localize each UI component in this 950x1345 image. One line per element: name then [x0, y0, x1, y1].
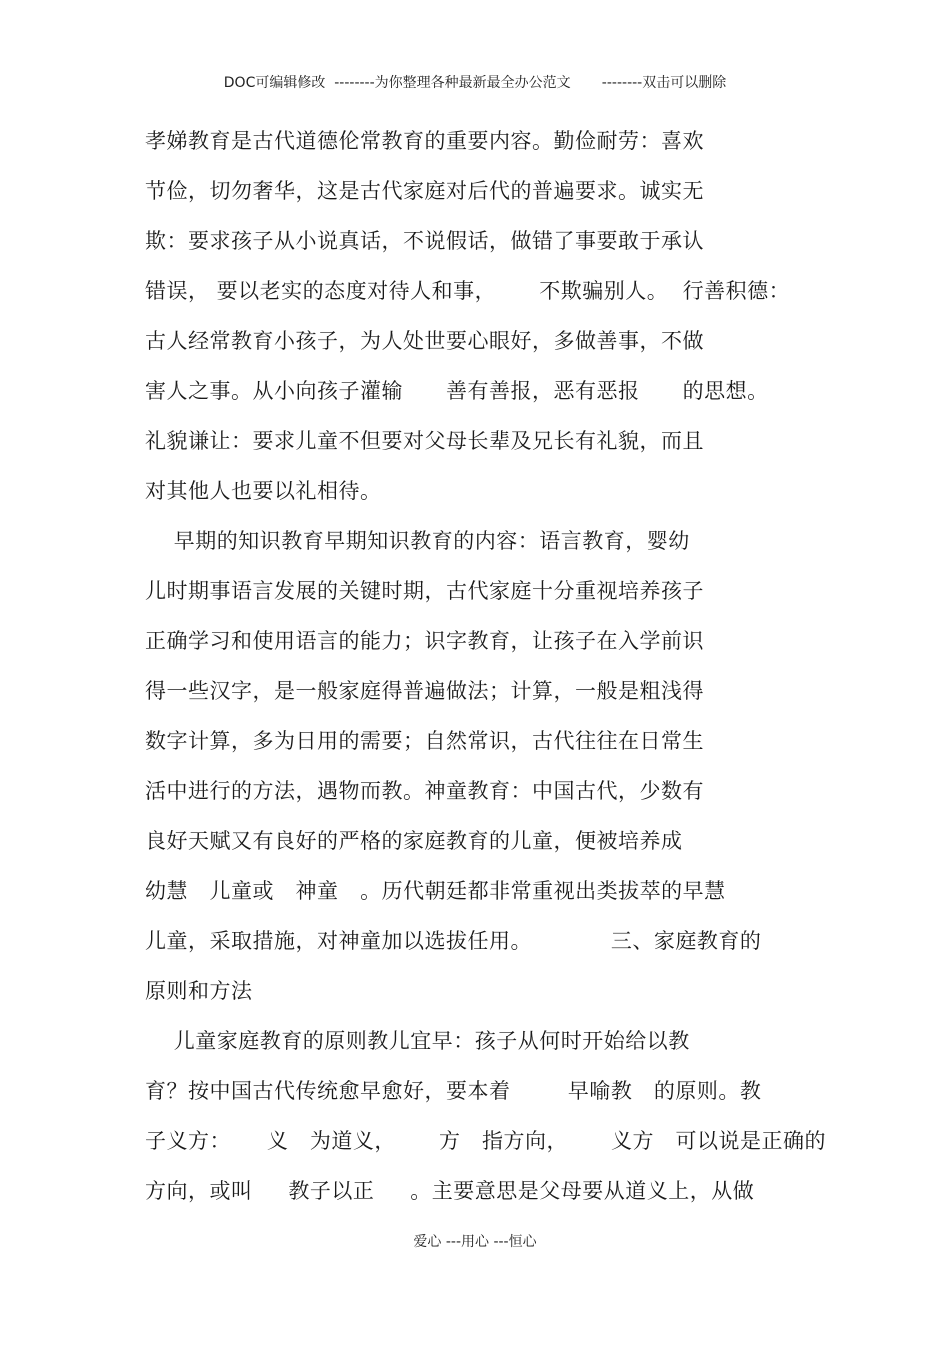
- text-line: 古人经常教育小孩子，为人处世要心眼好，多做善事，不做: [145, 329, 704, 353]
- page-header: DOC可编辑修改 --------为你整理各种最新最全办公范文 --------双击可以删除: [223, 75, 727, 91]
- text-line: 礼貌谦让：要求儿童不但要对父母长辈及兄长有礼貌，而且: [145, 429, 704, 453]
- text-line: 数字计算，多为日用的需要；自然常识，古代往往在日常生: [145, 729, 704, 753]
- text-line: 正确学习和使用语言的能力；识字教育，让孩子在入学前识: [145, 629, 704, 653]
- text-line: 得一些汉字，是一般家庭得普遍做法；计算，一般是粗浅得: [145, 679, 704, 703]
- text-line: 节俭，切勿奢华，这是古代家庭对后代的普遍要求。诚实无: [145, 179, 704, 203]
- text-line: 方向，或叫 教子以正 。主要意思是父母要从道义上，从做: [145, 1179, 755, 1203]
- text-line: 早期的知识教育早期知识教育的内容：语言教育，婴幼: [145, 529, 690, 553]
- text-line: 害人之事。从小向孩子灌输 善有善报，恶有恶报 的思想。: [145, 379, 769, 403]
- text-line: 幼慧 儿童或 神童 。历代朝廷都非常重视出类拔萃的早慧: [145, 879, 726, 903]
- text-line: 儿童，采取措施，对神童加以选拔任用。 三、家庭教育的: [145, 929, 762, 953]
- text-line: 欺：要求孩子从小说真话，不说假话，做错了事要敢于承认: [145, 229, 704, 253]
- text-line: 子义方： 义 为道义， 方 指方向， 义方 可以说是正确的: [145, 1129, 827, 1153]
- text-line: 活中进行的方法，遇物而教。神童教育：中国古代，少数有: [145, 779, 704, 803]
- text-line: 对其他人也要以礼相待。: [145, 479, 382, 503]
- text-line: 错误， 要以老实的态度对待人和事， 不欺骗别人。 行善积德：: [145, 279, 791, 303]
- text-line: 原则和方法: [145, 979, 253, 1003]
- page-footer: 爱心 ---用心 ---恒心: [413, 1234, 537, 1250]
- text-line: 育？按中国古代传统愈早愈好，要本着 早喻教 的原则。教: [145, 1079, 762, 1103]
- text-line: 儿时期事语言发展的关键时期，古代家庭十分重视培养孩子: [145, 579, 704, 603]
- text-line: 良好天赋又有良好的严格的家庭教育的儿童，便被培养成: [145, 829, 683, 853]
- text-line: 孝娣教育是古代道德伦常教育的重要内容。勤俭耐劳：喜欢: [145, 129, 704, 153]
- text-line: 儿童家庭教育的原则教儿宜早：孩子从何时开始给以教: [145, 1029, 690, 1053]
